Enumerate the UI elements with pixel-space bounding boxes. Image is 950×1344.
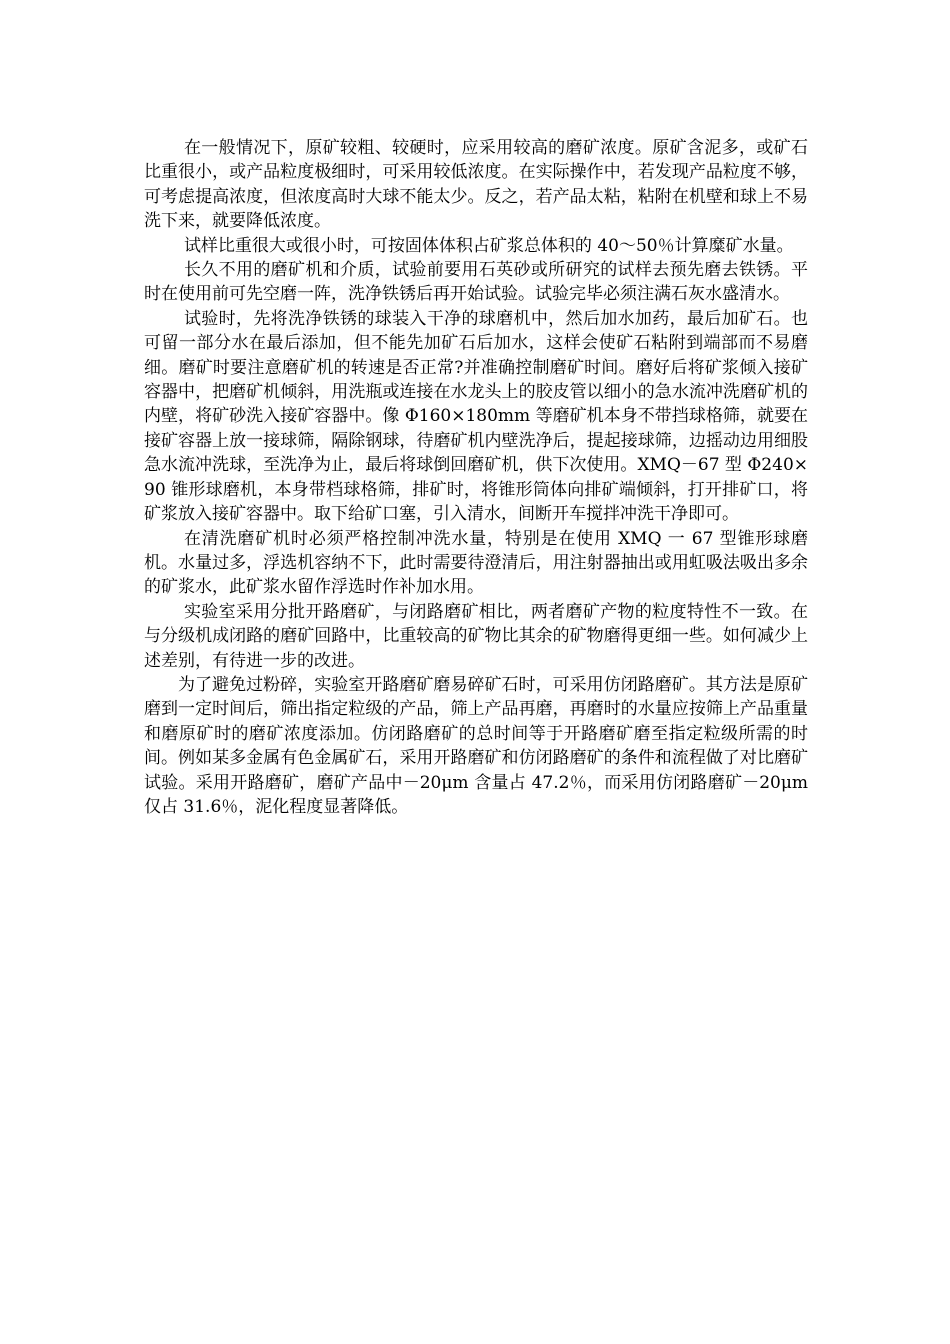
paragraph-open-circuit: 实验室采用分批开路磨矿，与闭路磨矿相比，两者磨矿产物的粒度特性不一致。在与分级机成闭路的磨矿回路中，比重较高的矿物比其余的矿物磨得更细一些。如何减少上述差别，有待进一步的改进。 — [144, 601, 808, 671]
paragraph-ore-density: 在一般情况下，原矿较粗、较硬时，应采用较高的磨矿浓度。原矿含泥多，或矿石比重很小，或产品粒度极细时，可采用较低浓度。在实际操作中，若发现产品粒度不够，可考虑提高浓度，但浓度高时大球不能太少。反之，若产品太粘，粘附在机壁和球上不易洗下来，就要降低浓度。 — [144, 138, 808, 232]
paragraph-pseudo-closed-circuit: 为了避免过粉碎，实验室开路磨矿磨易碎矿石时，可采用仿闭路磨矿。其方法是原矿磨到一定时间后，筛出指定粒级的产品，筛上产品再磨，再磨时的水量应按筛上产品重量和磨原矿时的磨矿浓度添加。仿闭路磨矿的总时间等于开路磨矿磨至指定粒级所需的时间。例如某多金属有色金属矿石，采用开路磨矿和仿闭路磨矿的条件和流程做了对比磨矿试验。采用开路磨矿，磨矿产品中－20μm 含量占 47.2％，而采用仿闭路磨矿－20μm 仅占 31.6％，泥化程度显著降低。 — [144, 674, 808, 817]
body-text — [144, 136, 808, 819]
paragraph-test-procedure: 试验时，先将洗净铁锈的球装入干净的球磨机中，然后加水加药，最后加矿石。也可留一部分水在最后添加，但不能先加矿石后加水，这样会使矿石粘附到端部而不易磨细。磨矿时要注意磨矿机的转速是否正常?并准确控制磨矿时间。磨好后将矿浆倾入接矿容器中，把磨矿机倾斜，用洗瓶或连接在水龙头上的胶皮管以细小的急水流冲洗磨矿机的内壁，将矿砂洗入接矿容器中。像 Φ160×180mm 等磨矿机本身不带挡球格筛，就要在接矿容器上放一接球筛，隔除钢球，待磨矿机内壁洗净后，提起接球筛，边摇动边用细股急水流冲洗球，至洗净为止，最后将球倒回磨矿机，供下次使用。XMQ－67 型 Φ240×90 锥形球磨机，本身带档球格筛，排矿时，将锥形筒体向排矿端倾斜，打开排矿口，将矿浆放入接矿容器中。取下给矿口塞，引入清水，间断开车搅拌冲洗干净即可。 — [144, 308, 808, 525]
paragraph-rust-removal: 长久不用的磨矿机和介质，试验前要用石英砂或所研究的试样去预先磨去铁锈。平时在使用前可先空磨一阵，洗净铁锈后再开始试验。试验完毕必须注满石灰水盛清水。 — [144, 260, 808, 305]
paragraph-water-volume: 试样比重很大或很小时，可按固体体积占矿浆总体积的 40～50％计算糜矿水量。 — [183, 235, 794, 256]
paragraph-wash-water: 在清洗磨矿机时必须严格控制冲洗水量，特别是在使用 XMQ 一 67 型锥形球磨机。水量过多，浮选机容纳不下，此时需要待澄清后，用注射器抽出或用虹吸法吸出多余的矿浆水，此矿浆水留作浮选时作补加水用。 — [144, 528, 808, 598]
